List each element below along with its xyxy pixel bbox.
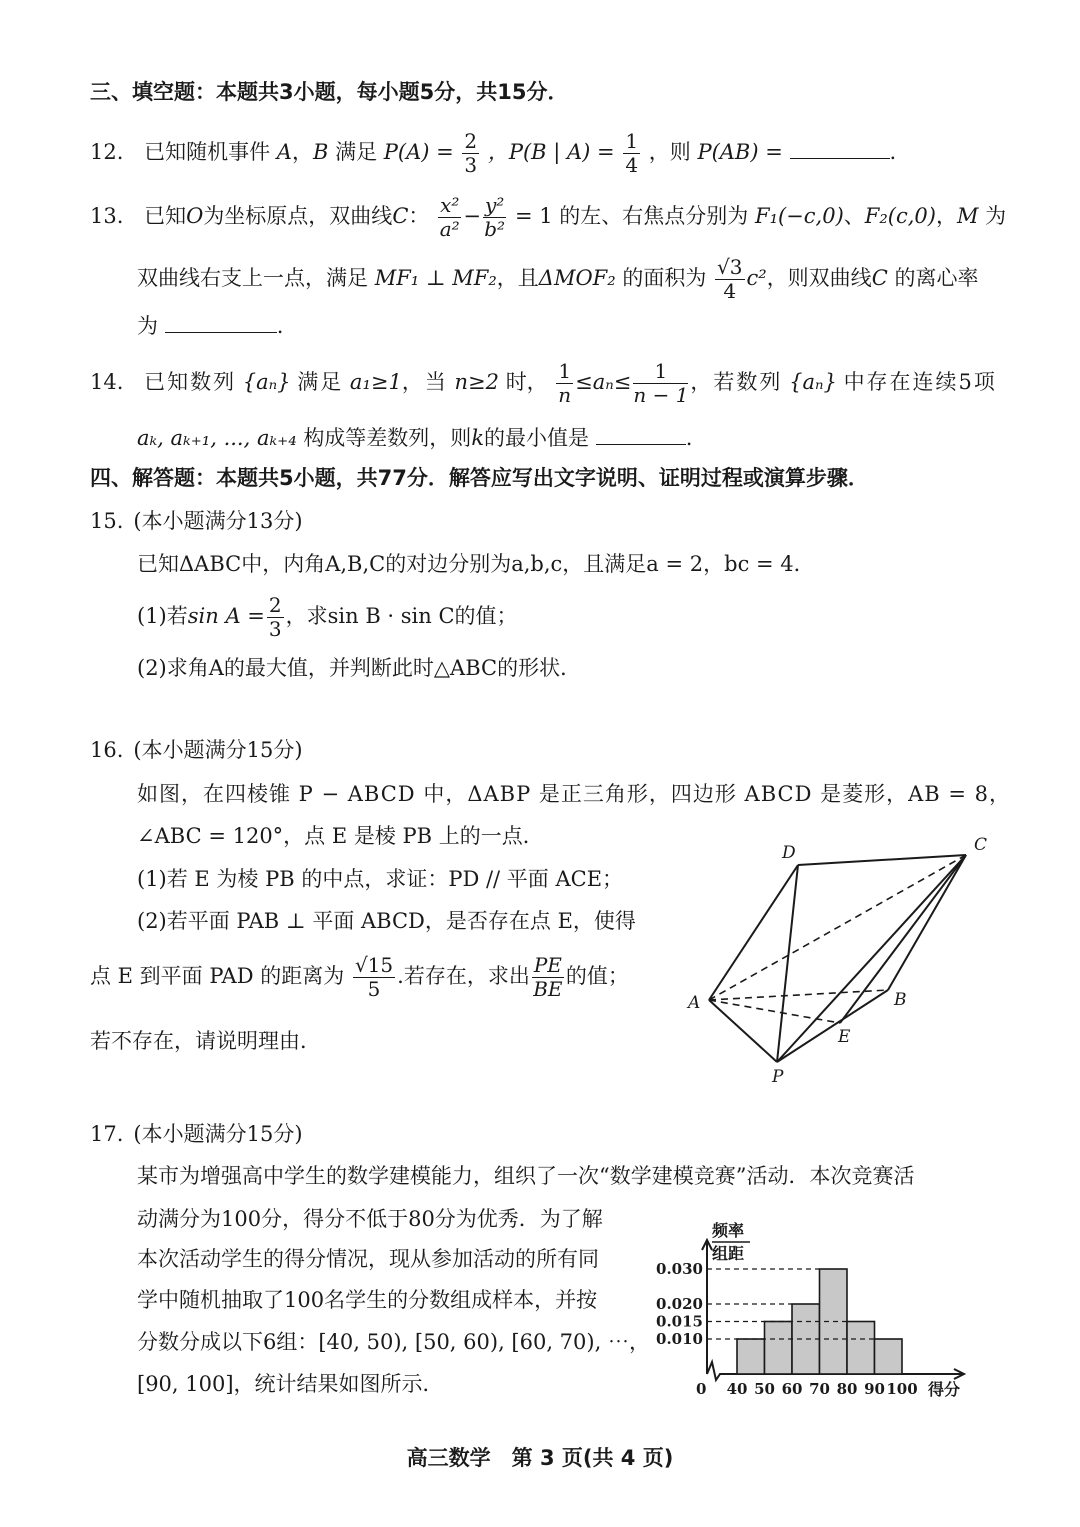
question-16-header: 16. (本小题满分15分) <box>90 738 303 762</box>
question-16-line-6: 若不存在，请说明理由． <box>90 1029 321 1053</box>
x-tick-label: 80 <box>836 1380 858 1398</box>
page-footer: 高三数学 第 3 页(共 4 页) <box>406 1446 674 1470</box>
y-tick-label: 0.020 <box>656 1295 703 1313</box>
question-13-line-3: 为 . <box>137 314 284 338</box>
section-4-heading: 四、解答题：本题共5小题，共77分．解答应写出文字说明、证明过程或演算步骤． <box>90 466 869 490</box>
question-17-line-2: 动满分为100分，得分不低于80分为优秀．为了解 <box>137 1207 603 1231</box>
pyramid-figure <box>680 830 1000 1090</box>
question-15-part-1: (1)若sin A = $\frac{2}{3}$ ，求sin B · sin C的值； <box>137 593 518 641</box>
q13-number: 13. <box>90 204 124 228</box>
x-tick-label: 100 <box>886 1380 918 1398</box>
question-15-part-2: (2)求角A的最大值，并判断此时△ABC的形状． <box>137 656 582 680</box>
edge-CB <box>888 855 966 990</box>
fraction: $\frac{2}{3}$ <box>268 593 282 641</box>
label-P: P <box>772 1067 784 1087</box>
edge-DC <box>798 855 966 865</box>
y-tick-label: 0.015 <box>656 1312 703 1331</box>
question-15-header: 15. (本小题满分13分) <box>90 509 303 533</box>
edge-DA <box>709 865 798 1000</box>
histogram-bar <box>765 1322 793 1375</box>
x-label: 得分 <box>928 1380 961 1399</box>
answer-blank[interactable] <box>596 426 686 445</box>
label-E: E <box>838 1027 851 1047</box>
fraction: $\frac{PE}{BE}$ <box>533 953 563 1001</box>
edge-AC-hidden <box>709 855 966 1000</box>
y-tick-label: 0.010 <box>656 1330 703 1348</box>
y-tick-label: 0.030 <box>656 1260 703 1278</box>
question-17-line-3: 本次活动学生的得分情况，现从参加活动的所有同 <box>137 1247 599 1271</box>
x-tick-label: 90 <box>864 1380 885 1398</box>
histogram-bar <box>737 1339 765 1374</box>
x-tick-label: 50 <box>754 1380 775 1398</box>
fraction: $\frac{2}{3}$ <box>464 129 478 177</box>
answer-blank[interactable] <box>790 140 890 159</box>
fraction: $\frac{1}{4}$ <box>625 129 639 177</box>
histogram-chart <box>650 1212 980 1402</box>
question-16-line-2: ∠ABC = 120°，点 E 是棱 PB 上的一点． <box>137 824 544 848</box>
question-17-line-5: 分数分成以下6组：[40, 50), [50, 60), [60, 70), ⋯， <box>137 1330 650 1354</box>
section-3-heading: 三、填空题：本题共3小题，每小题5分，共15分． <box>90 80 569 104</box>
edge-AE-hidden <box>709 1000 840 1023</box>
label-A: A <box>688 993 701 1013</box>
edge-CP <box>777 855 966 1062</box>
histogram-bar <box>875 1339 903 1374</box>
x-tick-label: 60 <box>781 1380 803 1398</box>
question-17-header: 17. (本小题满分15分) <box>90 1122 303 1146</box>
q14-number: 14. <box>90 370 124 394</box>
histogram-bar <box>847 1322 875 1375</box>
fraction: $\frac{\text{y²}}{\text{b²}}$ <box>484 193 506 241</box>
fraction: $\frac{1}{n - 1}$ <box>633 359 689 407</box>
y-label-bottom: 组距 <box>712 1244 745 1263</box>
fraction: $\frac{√3}{4}$ <box>717 255 743 303</box>
label-C: C <box>974 835 988 855</box>
edge-AP <box>709 1000 777 1062</box>
origin-label: 0 <box>696 1380 707 1398</box>
question-16-part-2: (2)若平面 PAB ⊥ 平面 ABCD，是否存在点 E，使得 <box>137 909 636 933</box>
fraction: $\frac{\text{x²}}{\text{a²}}$ <box>439 193 460 241</box>
question-16-line-5: 点 E 到平面 PAD 的距离为 $\frac{√15}{5}$ .若存在，求出 $\frac{PE}{BE}$ 的值； <box>90 953 629 1001</box>
question-17-line-1: 某市为增强高中学生的数学建模能力，组织了一次“数学建模竞赛”活动．本次竞赛活 <box>137 1164 915 1188</box>
question-16-line-1: 如图，在四棱锥 P − ABCD 中，ΔABP 是正三角形，四边形 ABCD 是菱形，AB = 8， <box>137 782 1012 806</box>
q12-number: 12. <box>90 140 124 164</box>
edge-DP <box>777 865 798 1062</box>
question-15-stem: 已知ΔABC中，内角A,B,C的对边分别为a,b,c，且满足a = 2，bc = 4． <box>137 552 815 576</box>
question-13-line-1: 13. 已知O为坐标原点，双曲线C： $\frac{\text{x²}}{\text{a²}}$ − $\frac{\text{y²}}{\text{b²}}$ = 1 的左、右焦点分别为 F₁(−c,0)、F₂(c,0)，M 为 <box>90 193 1007 241</box>
label-D: D <box>782 843 796 863</box>
fraction: $\frac{1}{n}$ <box>558 359 572 407</box>
question-16-part-1: (1)若 E 为棱 PB 的中点，求证：PD // 平面 ACE； <box>137 867 624 891</box>
question-12: 12. 已知随机事件 A，B 满足 P(A) = $\frac{2}{3}$ ，P(B | A) = $\frac{1}{4}$ ，则 P(AB) = . <box>90 129 897 177</box>
question-17-line-6: [90, 100]，统计结果如图所示． <box>137 1372 444 1396</box>
question-17-line-4: 学中随机抽取了100名学生的分数组成样本，并按 <box>137 1288 598 1312</box>
answer-blank[interactable] <box>165 314 277 333</box>
question-13-line-2: 双曲线右支上一点，满足 MF₁ ⊥ MF₂，且ΔMOF₂ 的面积为 $\frac{√3}{4}$ c²，则双曲线C 的离心率 <box>137 255 979 303</box>
x-tick-label: 40 <box>726 1380 748 1398</box>
x-tick-label: 70 <box>809 1380 830 1398</box>
question-14-line-1: 14. 已知数列 {aₙ} 满足 a₁≥1，当 n≥2 时， $\frac{1}{n}$ ≤aₙ≤ $\frac{1}{n - 1}$ ，若数列 {aₙ} 中存在连续5项 <box>90 359 997 407</box>
fraction: $\frac{√15}{5}$ <box>354 953 394 1001</box>
label-B: B <box>894 990 907 1010</box>
y-label-top: 频率 <box>712 1221 745 1240</box>
question-14-line-2: aₖ, aₖ₊₁, ..., aₖ₊₄ 构成等差数列，则k的最小值是 . <box>137 426 693 450</box>
